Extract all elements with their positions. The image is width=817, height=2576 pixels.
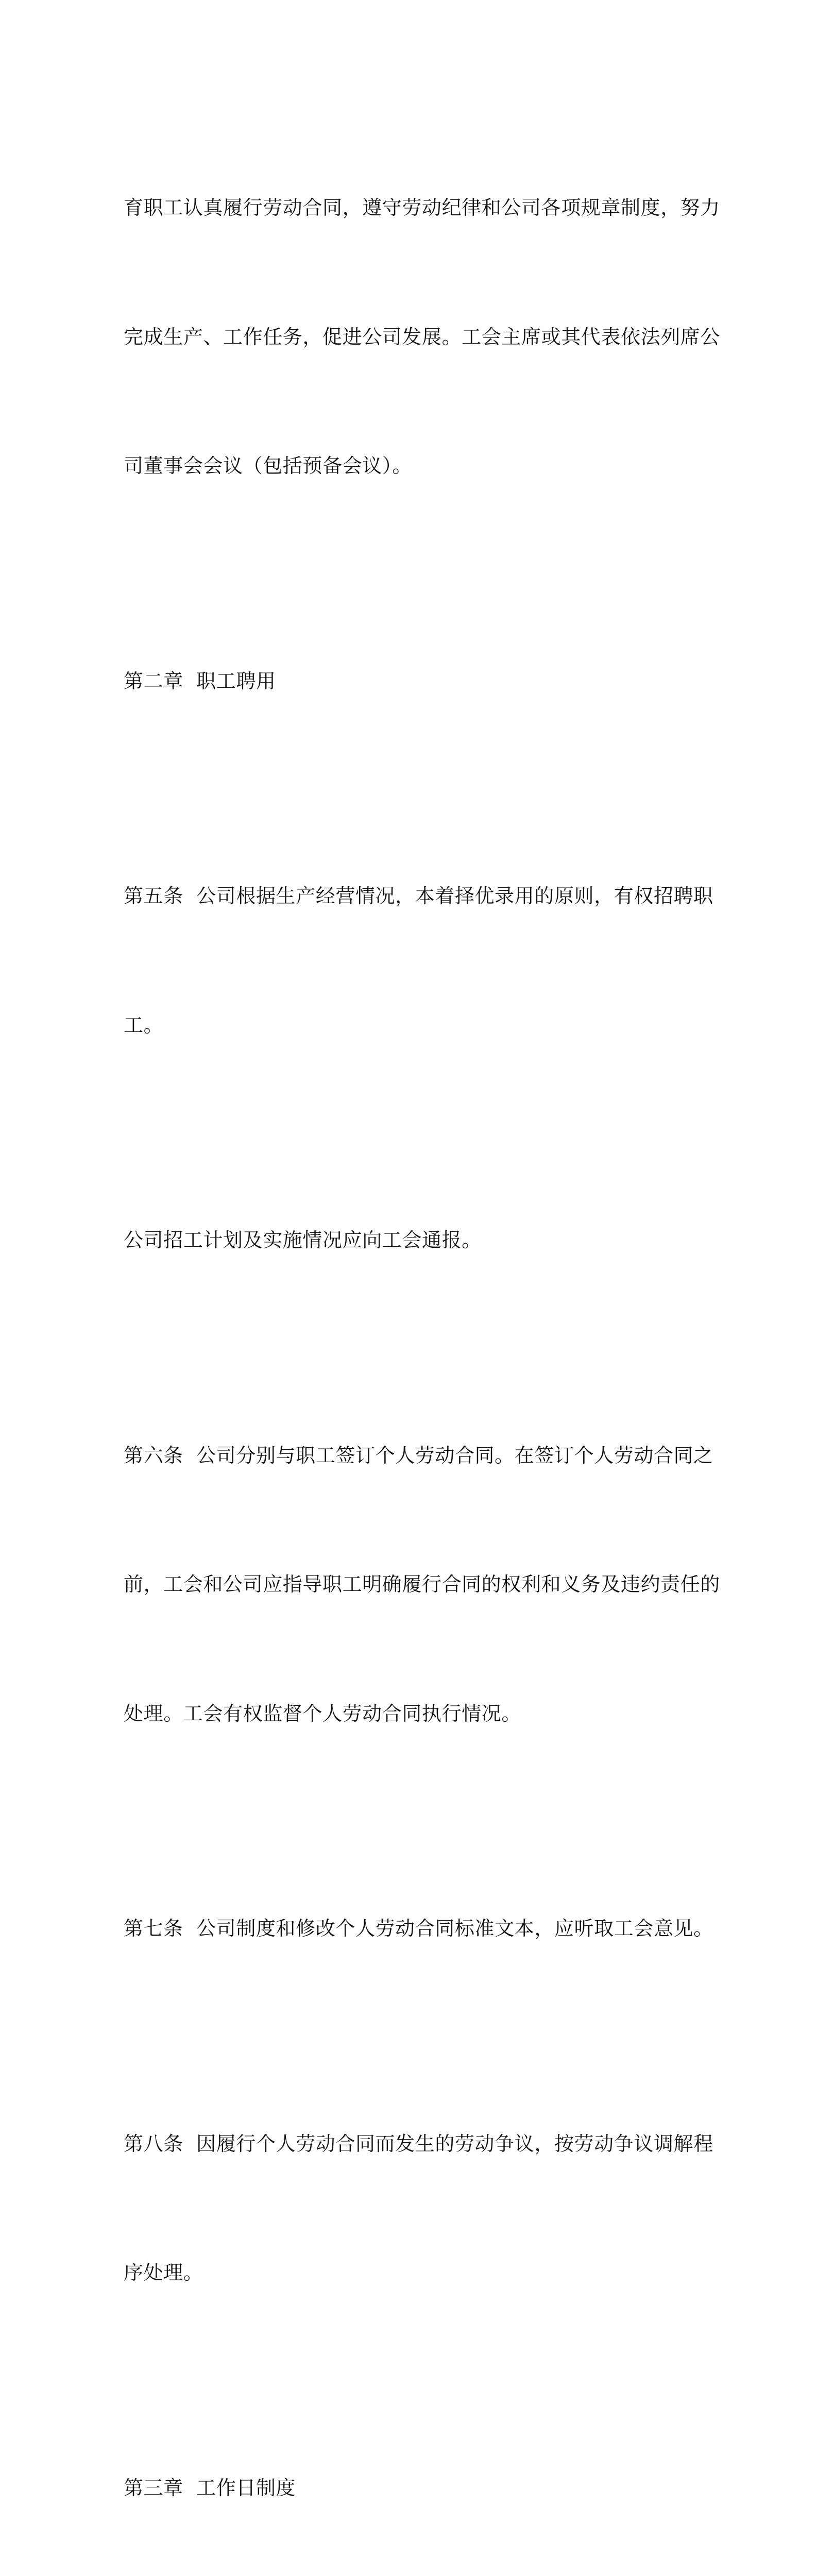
paragraph-hiring-plan xyxy=(124,1133,701,1348)
article-5 xyxy=(124,789,701,1133)
text-line: 第六条 公司分别与职工签订个人劳动合同。在签订个人劳动合同之 xyxy=(124,1434,701,1478)
text-line: 工。 xyxy=(124,1004,701,1047)
text-line: 育职工认真履行劳动合同，遵守劳动纪律和公司各项规章制度，努力 xyxy=(124,187,701,230)
article-6 xyxy=(124,1348,701,1822)
text-line: 司董事会会议（包括预备会议）。 xyxy=(124,445,701,488)
article-7 xyxy=(124,1821,701,2037)
document-page xyxy=(0,0,817,1156)
text-line: 第七条 公司制度和修改个人劳动合同标准文本，应听取工会意见。 xyxy=(124,1907,701,1951)
text-line: 处理。工会有权监督个人劳动合同执行情况。 xyxy=(124,1692,701,1736)
text-line: 第五条 公司根据生产经营情况，本着择优录用的原则，有权招聘职 xyxy=(124,875,701,918)
article-8 xyxy=(124,2037,701,2381)
text-line: 完成生产、工作任务，促进公司发展。工会主席或其代表依法列席公 xyxy=(124,316,701,359)
chapter-heading-2 xyxy=(124,574,701,789)
text-line: 序处理。 xyxy=(124,2251,701,2295)
chapter-title: 第二章 职工聘用 xyxy=(124,660,701,703)
chapter-title: 第三章 工作日制度 xyxy=(124,2467,701,2510)
chapter-heading-3 xyxy=(124,2381,701,2576)
document-body xyxy=(124,100,701,2576)
paragraph-union-duties xyxy=(124,100,701,574)
text-line: 公司招工计划及实施情况应向工会通报。 xyxy=(124,1219,701,1262)
text-line: 前，工会和公司应指导职工明确履行合同的权利和义务及违约责任的 xyxy=(124,1563,701,1606)
text-line: 第八条 因履行个人劳动合同而发生的劳动争议，按劳动争议调解程 xyxy=(124,2123,701,2166)
